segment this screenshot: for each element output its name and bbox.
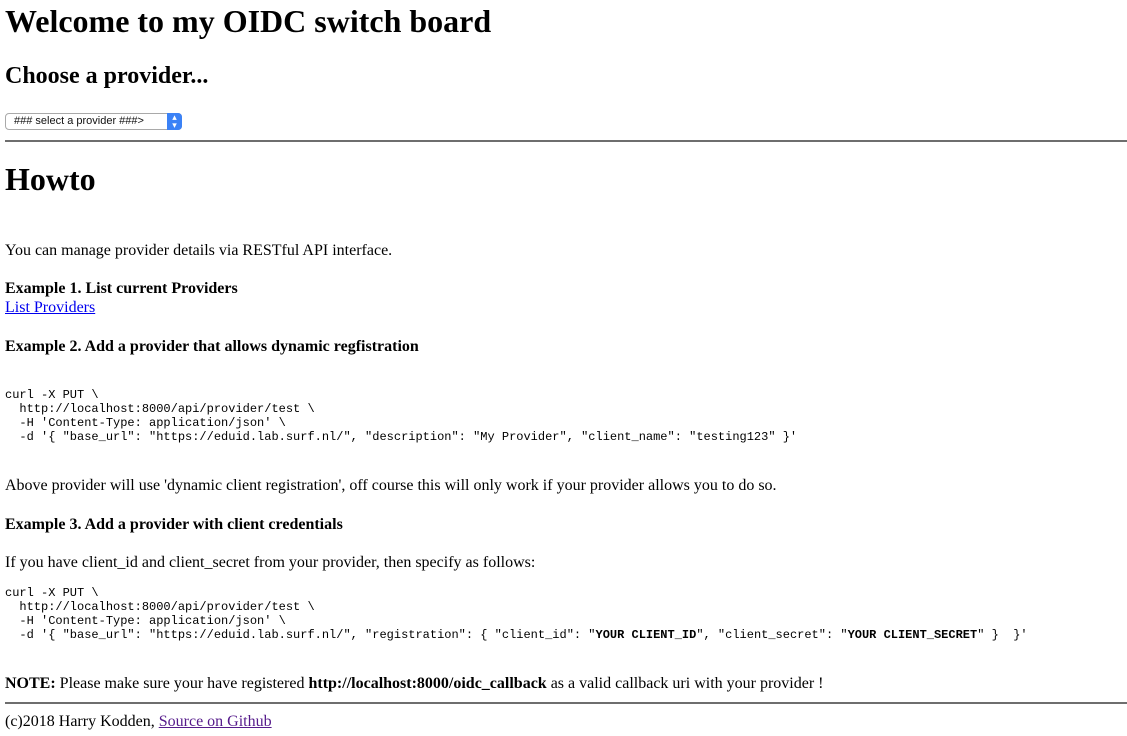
footer bbox=[5, 712, 272, 731]
page-title: Welcome to my OIDC switch board bbox=[5, 3, 492, 39]
provider-select[interactable] bbox=[5, 113, 182, 130]
github-source-link[interactable]: Source on Github bbox=[158, 713, 272, 730]
provider-select-value: ### select a provider ###> bbox=[14, 115, 144, 127]
code-line-part: ", "client_secret": " bbox=[696, 628, 848, 642]
example2-title: Example 2. Add a provider that allows dynamic regfistration bbox=[5, 338, 419, 355]
client-id-placeholder: YOUR CLIENT_ID bbox=[595, 628, 697, 642]
callback-note bbox=[5, 674, 824, 693]
example2-note: Above provider will use 'dynamic client registration', off course this will only work if your provider allows you to do so. bbox=[5, 477, 777, 494]
list-providers-link[interactable]: List Providers bbox=[5, 299, 96, 316]
note-text: Please make sure your have registered bbox=[55, 675, 309, 692]
copyright-text: (c)2018 Harry Kodden, bbox=[5, 713, 159, 730]
callback-uri: http://localhost:8000/oidc_callback bbox=[308, 675, 547, 692]
code-line: http://localhost:8000/api/provider/test \ bbox=[5, 600, 315, 614]
code-line-part: -d '{ "base_url": "https://eduid.lab.surf.nl/", "registration": { "client_id": " bbox=[5, 628, 596, 642]
note-label: NOTE: bbox=[5, 675, 56, 692]
divider-top bbox=[5, 140, 1127, 142]
client-secret-placeholder: YOUR CLIENT_SECRET bbox=[847, 628, 978, 642]
select-updown-icon: ▴ ▾ bbox=[167, 113, 182, 130]
note-text: as a valid callback uri with your provider ! bbox=[546, 675, 824, 692]
divider-bottom bbox=[5, 702, 1127, 704]
example2-code-block: curl -X PUT \ http://localhost:8000/api/provider/test \ -H 'Content-Type: application/json' \ -d '{ "base_url": "https://eduid.lab.surf.nl/", "description": "My Provider", "client_name": "testing123" }' bbox=[5, 388, 798, 444]
howto-intro: You can manage provider details via RESTful API interface. bbox=[5, 242, 393, 259]
example1-title: Example 1. List current Providers bbox=[5, 280, 238, 297]
example3-intro: If you have client_id and client_secret from your provider, then specify as follows: bbox=[5, 554, 536, 571]
code-line-part: " } }' bbox=[977, 628, 1028, 642]
example3-code-block bbox=[5, 586, 1028, 642]
example3-title: Example 3. Add a provider with client credentials bbox=[5, 516, 343, 533]
code-line: curl -X PUT \ bbox=[5, 586, 99, 600]
code-line: -H 'Content-Type: application/json' \ bbox=[5, 614, 286, 628]
choose-provider-heading: Choose a provider... bbox=[5, 63, 209, 89]
howto-heading: Howto bbox=[5, 161, 96, 197]
